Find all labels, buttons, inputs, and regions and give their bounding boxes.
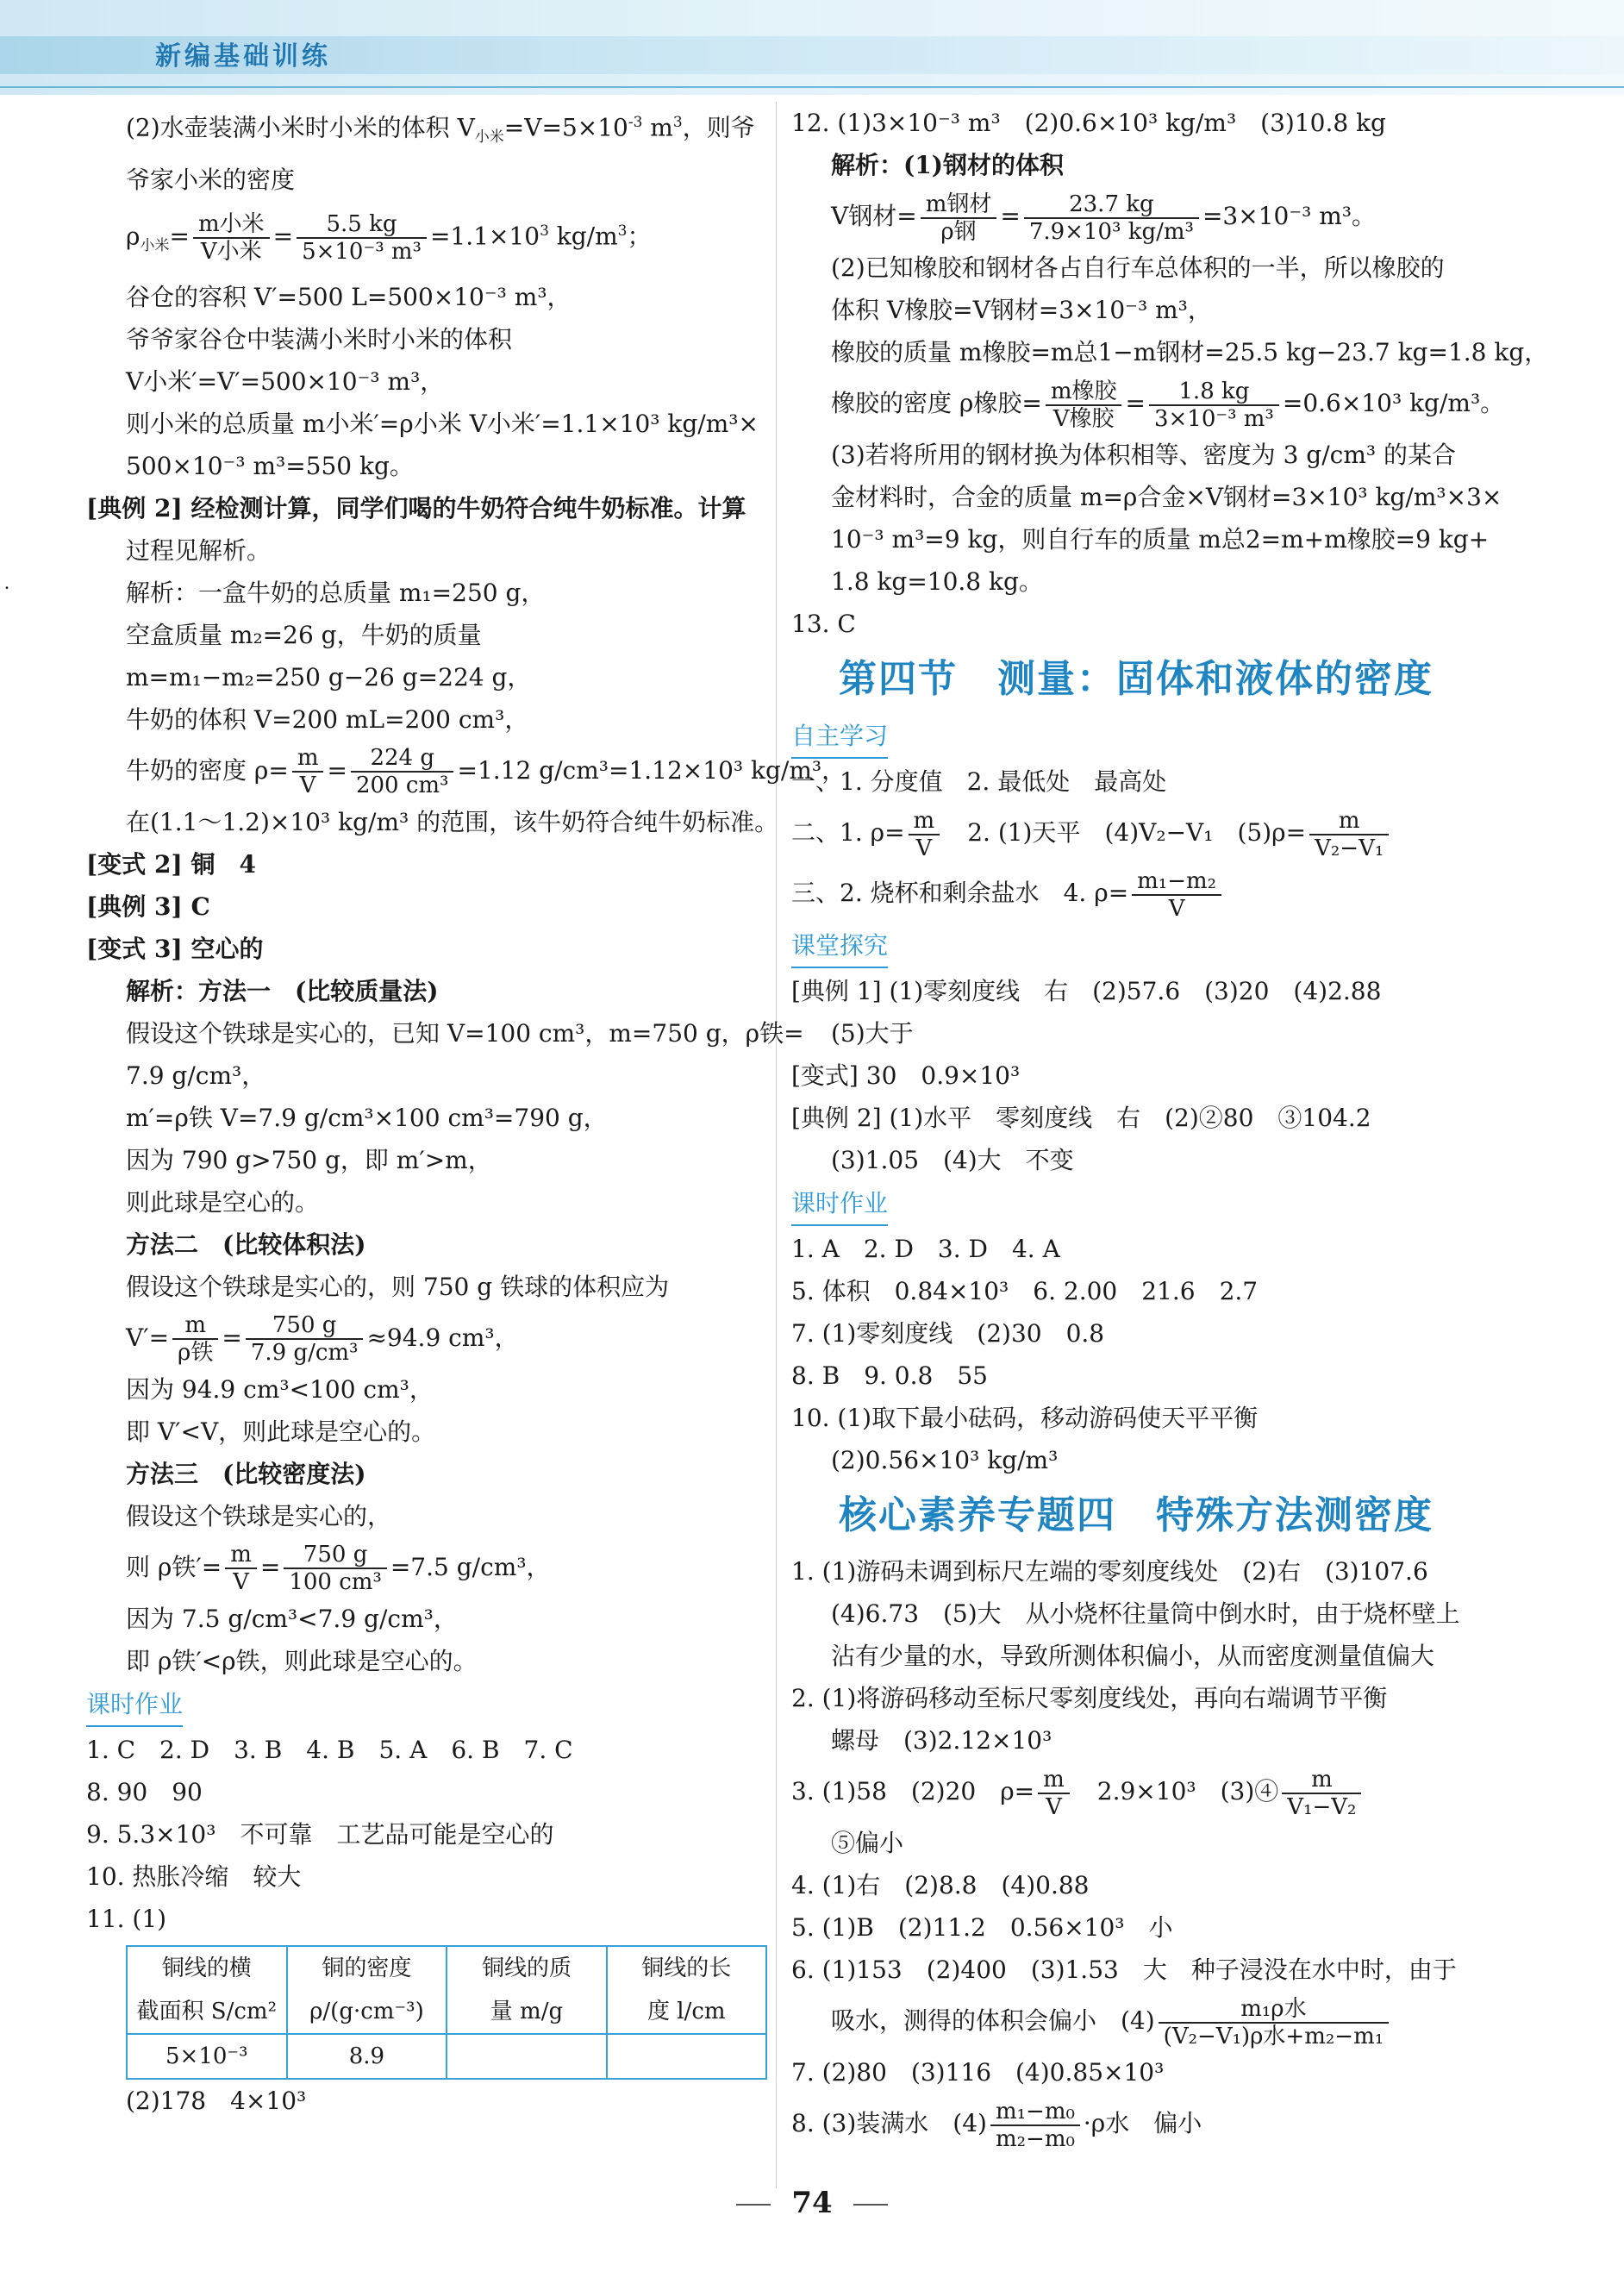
text-line: 方法二 (比较体积法): [126, 1230, 366, 1259]
page-dash-right: [853, 2204, 888, 2206]
formula-line: 橡胶的密度 ρ橡胶= $\frac{\text{m橡胶}}{\text{V橡胶}}$ = $\frac{1.8 kg}{\text{3×10⁻³ m³}}$ =0.6×10³ kg/m³。: [831, 378, 1505, 432]
text-line: 爷爷家谷仓中装满小米时小米的体积: [126, 324, 513, 354]
table-header-cell: 截面积 S/cm²: [127, 1990, 287, 2034]
text-line: 则小米的总质量 m小米′=ρ小米 V小米′=1.1×10³ kg/m³×: [126, 409, 759, 438]
text-line: 解析：(1)钢材的体积: [831, 151, 1064, 179]
answer-line: 8. 90 90: [86, 1777, 203, 1806]
answer-line: 2. (1)将游码移动至标尺零刻度线处，再向右端调节平衡: [791, 1684, 1388, 1712]
fraction: $\frac{\text{m小米}}{\text{V小米}}$: [193, 211, 270, 265]
fraction: $\frac{23.7 kg}{\text{7.9×10³ kg/m³}}$: [1024, 191, 1199, 245]
section-subtitle: 课时作业: [791, 1181, 1481, 1228]
text-line: 谷仓的容积 V′=500 L=500×10⁻³ m³，: [126, 282, 572, 311]
table-header-row: [127, 1990, 766, 2034]
text-line: 假设这个铁球是实心的，已知 V=100 cm³，m=750 g，ρ铁=: [126, 1018, 804, 1048]
answer-line: 1. (1)游码未调到标尺左端的零刻度线处 (2)右 (3)107.6: [791, 1557, 1428, 1586]
table-header-cell: 铜线的长: [607, 1946, 766, 1990]
example-heading: [典例 2] 经检测计算，同学们喝的牛奶符合纯牛奶标准。计算: [86, 493, 746, 523]
table-cell: [447, 2034, 606, 2079]
table-cell: [607, 2034, 766, 2079]
section-subtitle: 课时作业: [86, 1682, 767, 1729]
fraction: $\frac{750 g}{\text{100 cm³}}$: [284, 1542, 387, 1595]
formula-line: 3. (1)58 (2)20 ρ= $\frac{m}{V}$ 2.9×10³ (3)④ $\frac{m}{\text{V₁−V₂}}$: [791, 1761, 1481, 1822]
fraction: $\frac{m}{V}$: [909, 808, 940, 861]
example-line: [典例 1] (1)零刻度线 右 (2)57.6 (3)20 (4)2.88: [791, 977, 1382, 1005]
page-header: [0, 0, 1624, 95]
header-title: 新编基础训练: [155, 41, 331, 72]
table-header-cell: 铜线的质: [447, 1946, 606, 1990]
formula-line: 二、1. ρ= $\frac{m}{V}$ 2. (1)天平 (4)V₂−V₁ (5)ρ= $\frac{m}{\text{V₂−V₁}}$: [791, 803, 1481, 863]
text-line: 牛奶的体积 V=200 mL=200 cm³，: [126, 704, 529, 734]
text-line: 10⁻³ m³=9 kg，则自行车的质量 m总2=m+m橡胶=9 kg+: [831, 525, 1490, 554]
fraction: $\frac{\text{m₁ρ水}}{\text{(V₂−V₁)ρ水+m₂−m₁}}$: [1159, 1996, 1389, 2049]
text-line: 因为 790 g>750 g，即 m′>m，: [126, 1145, 492, 1174]
answer-line: 一、1. 分度值 2. 最低处 最高处: [791, 767, 1167, 796]
fraction: $\frac{1.8 kg}{\text{3×10⁻³ m³}}$: [1149, 379, 1279, 432]
text-line: 500×10⁻³ m³=550 kg。: [126, 451, 414, 480]
fraction: $\frac{m}{\text{ρ铁}}$: [172, 1312, 218, 1366]
answer-line: 1. A 2. D 3. D 4. A: [791, 1235, 1060, 1263]
answer-line: ⑤偏小: [831, 1829, 904, 1857]
table-header-row: [127, 1946, 766, 1990]
text-line: 体积 V橡胶=V钢材=3×10⁻³ m³，: [831, 296, 1212, 324]
answer-line: 螺母 (3)2.12×10³: [831, 1726, 1052, 1755]
text-line: (2)已知橡胶和钢材各占自行车总体积的一半，所以橡胶的: [831, 253, 1445, 282]
fraction: $\frac{\text{m₁−m₀}}{\text{m₂−m₀}}$: [990, 2099, 1080, 2152]
table-cell: 8.9: [287, 2034, 447, 2079]
text-line: 因为 7.5 g/cm³<7.9 g/cm³，: [126, 1604, 458, 1633]
fraction: $\frac{750 g}{\text{7.9 g/cm³}}$: [246, 1312, 364, 1366]
text-line: (2)水壶装满小米时小米的体积 $V_{小米}=V=5\times 10^{-3}$ $m^3$，则爷: [126, 113, 755, 146]
fraction: $\frac{\text{m₁−m₂}}{V}$: [1132, 868, 1221, 922]
text-line: V小米′=V′=500×10⁻³ m³，: [126, 366, 445, 396]
answer-line: (2)178 4×10³: [126, 2086, 307, 2115]
variant-heading: [变式 3] 空心的: [86, 934, 264, 963]
fraction: $\frac{\text{m钢材}}{\text{ρ钢}}$: [921, 191, 997, 245]
page-number: [0, 2186, 1624, 2220]
example-line: [典例 2] (1)水平 零刻度线 右 (2)②80 ③104.2: [791, 1104, 1371, 1132]
formula-line: 吸水，测得的体积会偏小 (4) $\frac{\text{m₁ρ水}}{\text{(V₂−V₁)ρ水+m₂−m₁}}$: [791, 1991, 1481, 2051]
text-line: 在(1.1～1.2)×10³ kg/m³ 的范围，该牛奶符合纯牛奶标准。: [126, 807, 779, 836]
fraction: $\frac{m}{V}$: [225, 1542, 257, 1595]
answer-line: 7. (2)80 (3)116 (4)0.85×10³: [791, 2058, 1165, 2087]
fraction: $\frac{m}{V}$: [292, 745, 324, 798]
text-line: 因为 94.9 cm³<100 cm³，: [126, 1374, 434, 1404]
answer-line: 5. (1)B (2)11.2 0.56×10³ 小: [791, 1913, 1173, 1942]
fraction: $\frac{m}{\text{V₂−V₁}}$: [1309, 808, 1389, 861]
variant-line: [变式] 30 0.9×10³: [791, 1061, 1021, 1090]
answer-line: 8. B 9. 0.8 55: [791, 1361, 988, 1390]
formula-line: V′= $\frac{m}{\text{ρ铁}}$ = $\frac{750 g}{\text{7.9 g/cm³}}$ ≈94.9 cm³，: [126, 1312, 519, 1367]
page-dash-left: [736, 2204, 771, 2206]
text-line: m=m₁−m₂=250 g−26 g=224 g，: [126, 662, 532, 691]
table-header-cell: 度 l/cm: [607, 1990, 766, 2034]
table-header-cell: 铜线的横: [127, 1946, 287, 1990]
answer-line: 11. (1): [86, 1904, 167, 1933]
table-header-cell: 铜的密度: [287, 1946, 447, 1990]
text-line: 则此球是空心的。: [126, 1187, 320, 1217]
text-line: 过程见解析。: [126, 535, 272, 565]
formula-line: 三、2. 烧杯和剩余盐水 4. ρ= $\frac{\text{m₁−m₂}}{V}$: [791, 863, 1481, 923]
column-divider: [776, 102, 777, 2188]
answer-line: 5. 体积 0.84×10³ 6. 2.00 21.6 2.7: [791, 1277, 1259, 1305]
text-line: 假设这个铁球是实心的，: [126, 1501, 392, 1530]
answer-line: 10. (1)取下最小砝码，移动游码使天平平衡: [791, 1404, 1259, 1432]
text-line: 1.8 kg=10.8 kg。: [831, 567, 1043, 596]
answer-line: 1. C 2. D 3. B 4. B 5. A 6. B 7. C: [86, 1735, 573, 1764]
fraction: $\frac{5.5 kg}{\text{5×10⁻³ m³}}$: [297, 211, 427, 265]
text-line: 方法三 (比较密度法): [126, 1459, 366, 1488]
section-title: 核心素养专题四 特殊方法测密度: [839, 1493, 1433, 1537]
answer-line: (2)0.56×10³ kg/m³: [831, 1446, 1059, 1474]
fraction: $\frac{m}{V}$: [1038, 1767, 1070, 1820]
text-line: m′=ρ铁 V=7.9 g/cm³×100 cm³=790 g，: [126, 1103, 608, 1132]
data-table: [126, 1945, 767, 2080]
formula-line: 8. (3)装满水 (4) $\frac{\text{m₁−m₀}}{\text{m₂−m₀}}$ ·ρ水 偏小: [791, 2098, 1202, 2152]
example-heading: [典例 3] C: [86, 892, 210, 921]
header-rule: [0, 86, 1624, 88]
answer-line: 4. (1)右 (2)8.8 (4)0.88: [791, 1871, 1090, 1899]
formula-line: V钢材= $\frac{\text{m钢材}}{\text{ρ钢}}$ = $\frac{23.7 kg}{\text{7.9×10³ kg/m³}}$ =3×10⁻³ m³。: [831, 191, 1376, 245]
answer-line: (4)6.73 (5)大 从小烧杯往量筒中倒水时，由于烧杯壁上: [831, 1599, 1460, 1628]
answer-line: 12. (1)3×10⁻³ m³ (2)0.6×10³ kg/m³ (3)10.8 kg: [791, 109, 1386, 137]
answer-line: 沾有少量的水，导致所测体积偏小，从而密度测量值偏大: [831, 1642, 1435, 1670]
text-line: 爷家小米的密度: [126, 165, 296, 194]
text-line: 空盒质量 m₂=26 g，牛奶的质量: [126, 620, 482, 649]
section-subtitle: 课堂探究: [791, 923, 1481, 970]
answer-line: 10. 热胀冷缩 较大: [86, 1862, 302, 1891]
formula-line: 则 ρ铁′= $\frac{m}{V}$ = $\frac{750 g}{\text{100 cm³}}$ =7.5 g/cm³，: [126, 1542, 551, 1596]
answer-line: 13. C: [791, 610, 856, 638]
answer-line: 6. (1)153 (2)400 (3)1.53 大 种子浸没在水中时，由于: [791, 1955, 1457, 1984]
text-line: 金材料时，合金的质量 m=ρ合金×V钢材=3×10³ kg/m³×3×: [831, 483, 1502, 511]
fraction: $\frac{m}{\text{V₁−V₂}}$: [1282, 1767, 1361, 1820]
table-header-cell: ρ/(g·cm⁻³): [287, 1990, 447, 2034]
text-line: (3)若将所用的钢材换为体积相等、密度为 3 g/cm³ 的某合: [831, 441, 1456, 469]
variant-heading: [变式 2] 铜 4: [86, 849, 256, 879]
fraction: $\frac{\text{m橡胶}}{\text{V橡胶}}$: [1046, 379, 1122, 432]
text-line: 假设这个铁球是实心的，则 750 g 铁球的体积应为: [126, 1272, 670, 1301]
text-line: 即 ρ铁′<ρ铁，则此球是空心的。: [126, 1646, 478, 1675]
text-line: 橡胶的质量 m橡胶=m总1−m钢材=25.5 kg−23.7 kg=1.8 kg，: [831, 338, 1549, 366]
fraction: $\frac{224 g}{\text{200 cm³}}$: [351, 745, 454, 798]
formula-line: $\rho_{小米}=$ $\frac{\text{m小米}}{\text{V小米}}$ = $\frac{5.5 kg}{\text{5×10⁻³ m³}}$ $=1.1\times 10^3$ $kg/m^3$；: [126, 210, 652, 265]
answer-line: 7. (1)零刻度线 (2)30 0.8: [791, 1319, 1105, 1348]
text-line: 解析：方法一 (比较质量法): [126, 976, 439, 1005]
text-line: 7.9 g/cm³，: [126, 1061, 266, 1090]
example-line: (3)1.05 (4)大 不变: [831, 1146, 1074, 1174]
text-line: 即 V′<V，则此球是空心的。: [126, 1417, 436, 1446]
section-subtitle: 自主学习: [791, 714, 1481, 760]
page-number-text: 74: [791, 2186, 833, 2220]
table-row: [127, 2034, 766, 2079]
section-title: 第四节 测量：固体和液体的密度: [839, 657, 1433, 701]
table-header-cell: 量 m/g: [447, 1990, 606, 2034]
table-cell: 5×10⁻³: [127, 2034, 287, 2079]
example-line: (5)大于: [831, 1019, 914, 1048]
answer-line: 9. 5.3×10³ 不可靠 工艺品可能是空心的: [86, 1819, 554, 1849]
formula-line: 牛奶的密度 ρ= $\frac{m}{V}$ = $\frac{224 g}{\text{200 cm³}}$ =1.12 g/cm³=1.12×10³ kg/m³，: [126, 745, 846, 799]
text-line: 解析：一盒牛奶的总质量 m₁=250 g，: [126, 578, 546, 607]
right-column: [791, 102, 1549, 2154]
